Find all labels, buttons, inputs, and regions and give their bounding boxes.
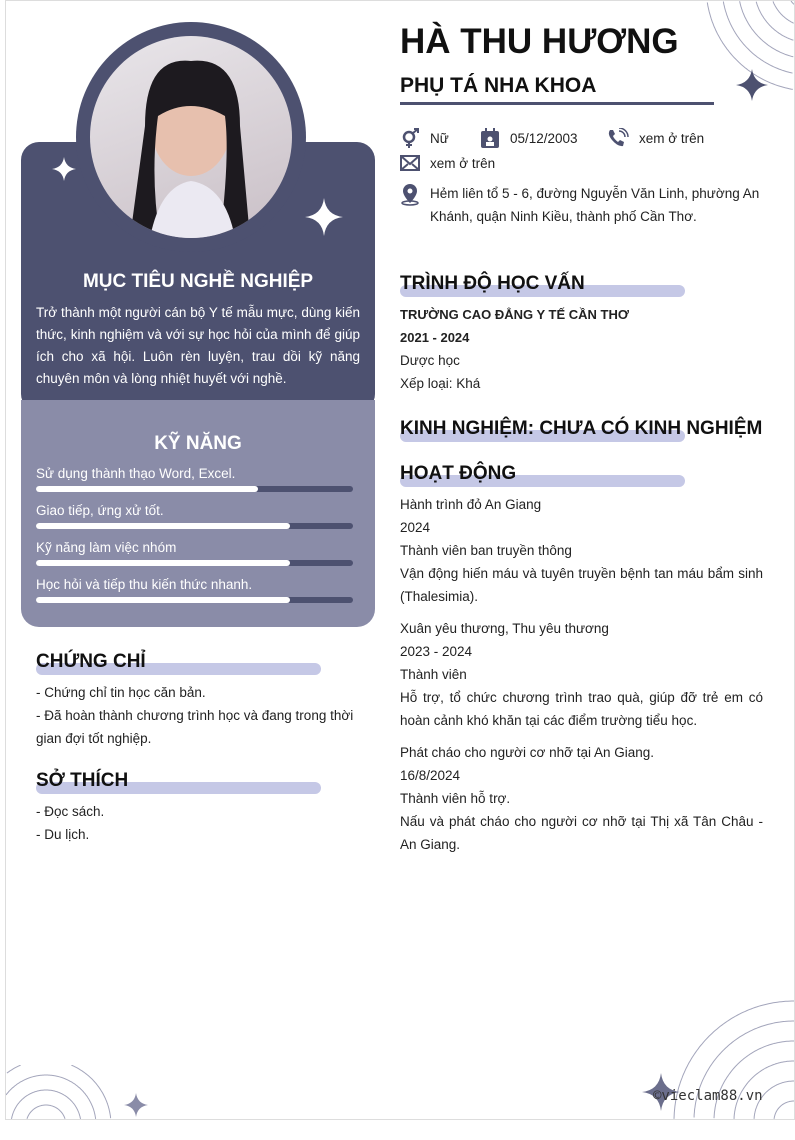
arc <box>791 1 794 4</box>
arc <box>6 1075 96 1119</box>
skill-level-fill <box>36 597 290 603</box>
gender-icon <box>400 128 420 148</box>
hobby-item: - Du lịch. <box>36 827 90 842</box>
education-title: TRÌNH ĐỘ HỌC VẤN <box>400 273 585 295</box>
email-info: xem ở trên <box>400 155 495 171</box>
skill-label: Học hỏi và tiếp thu kiến thức nhanh. <box>36 577 253 592</box>
skill-level-bar <box>36 523 353 529</box>
sparkle-icon <box>736 69 768 101</box>
activity-role: Thành viên hỗ trợ. <box>400 791 511 806</box>
activity-desc: Hỗ trợ, tổ chức chương trình trao quà, giúp đỡ trẻ em có hoàn cảnh khó khăn tại các điểm trường tiểu học. <box>400 690 763 728</box>
activity-time: 2024 <box>400 520 431 535</box>
skill-level-bar <box>36 560 353 566</box>
skill-level-bar <box>36 486 353 492</box>
objective-title: MỤC TIÊU NGHỀ NGHIỆP <box>82 271 314 292</box>
skill-item <box>36 577 353 603</box>
phone-icon <box>607 128 629 148</box>
skill-label: Sử dụng thành thạo Word, Excel. <box>36 466 236 481</box>
objective-text: Trở thành một người cán bộ Y tế mẫu mực, dùng kiến thức, kinh nghiệm và với sự học hỏi của mình để giúp ích cho xã hội. Luôn rèn luyện, trau dồi kỹ năng chuyên môn và lòng nhiệt huyết với nghề. <box>36 305 360 386</box>
activity-desc: Vận động hiến máu và tuyên truyền bệnh tan máu bẩm sinh (Thalesimia). <box>400 566 763 604</box>
sparkle-icon <box>52 157 76 181</box>
activity-item <box>400 617 763 732</box>
certificate-item: - Đã hoàn thành chương trình học và đang trong thời gian đợi tốt nghiệp. <box>36 708 354 746</box>
hobbies-title: SỞ THÍCH <box>36 770 128 792</box>
skill-level-fill <box>36 560 290 566</box>
skill-label: Giao tiếp, ứng xử tốt. <box>36 503 164 518</box>
activities-title: HOẠT ĐỘNG <box>400 463 516 485</box>
experience-title: KINH NGHIỆM: CHƯA CÓ KINH NGHIỆM <box>400 418 762 440</box>
activity-item <box>400 741 763 856</box>
envelope-icon <box>400 155 420 171</box>
skill-label: Kỹ năng làm việc nhóm <box>36 540 177 555</box>
skill-item <box>36 503 353 529</box>
candidate-name: HÀ THU HƯƠNG <box>400 22 679 61</box>
gender-info: Nữ <box>400 128 449 148</box>
job-title: PHỤ TÁ NHA KHOA <box>400 74 597 97</box>
phone-info: xem ở trên <box>607 128 704 148</box>
activity-item <box>400 493 763 608</box>
divider <box>400 102 714 105</box>
address-info: Hẻm liên tổ 5 - 6, đường Nguyễn Văn Linh, phường An Khánh, quận Ninh Kiều, thành phố Cần Thơ. <box>400 182 765 228</box>
skill-level-bar <box>36 597 353 603</box>
education-grade: Xếp loại: Khá <box>400 376 481 391</box>
activity-time: 16/8/2024 <box>400 768 461 783</box>
arc <box>27 1105 65 1119</box>
activity-role: Thành viên <box>400 667 467 682</box>
arc <box>773 1 794 23</box>
activity-name: Xuân yêu thương, Thu yêu thương <box>400 621 609 636</box>
hobby-item: - Đọc sách. <box>36 804 105 819</box>
sparkle-icon <box>305 198 343 236</box>
activity-desc: Nấu và phát cháo cho người cơ nhỡ tại Thị xã Tân Châu - An Giang. <box>400 814 763 852</box>
skill-level-fill <box>36 523 290 529</box>
arc <box>723 2 792 74</box>
watermark: ©vieclam88.vn <box>653 1088 763 1104</box>
education-major: Dược học <box>400 353 460 368</box>
activity-role: Thành viên ban truyền thông <box>400 543 572 558</box>
skills-title: KỸ NĂNG <box>154 433 242 454</box>
certificates-title: CHỨNG CHỈ <box>36 651 146 673</box>
concentric-arcs-decoration <box>6 1065 116 1119</box>
education-period: 2021 - 2024 <box>400 330 470 345</box>
activity-time: 2023 - 2024 <box>400 644 473 659</box>
skill-level-fill <box>36 486 258 492</box>
location-pin-icon <box>400 184 420 206</box>
school-name: TRƯỜNG CAO ĐẲNG Y TẾ CẦN THƠ <box>400 307 629 322</box>
skill-item <box>36 466 353 492</box>
arc <box>774 1101 794 1119</box>
sparkle-icon <box>124 1093 148 1117</box>
certificate-item: - Chứng chỉ tin học căn bản. <box>36 685 206 700</box>
arc <box>12 1090 81 1119</box>
dob-info: 05/12/2003 <box>480 128 578 148</box>
calendar-icon <box>480 128 500 148</box>
avatar <box>90 36 292 238</box>
activity-name: Phát cháo cho người cơ nhỡ tại An Giang. <box>400 745 654 760</box>
arc <box>714 1041 794 1118</box>
skill-item <box>36 540 353 566</box>
activity-name: Hành trình đỏ An Giang <box>400 497 542 512</box>
arc <box>756 2 793 41</box>
